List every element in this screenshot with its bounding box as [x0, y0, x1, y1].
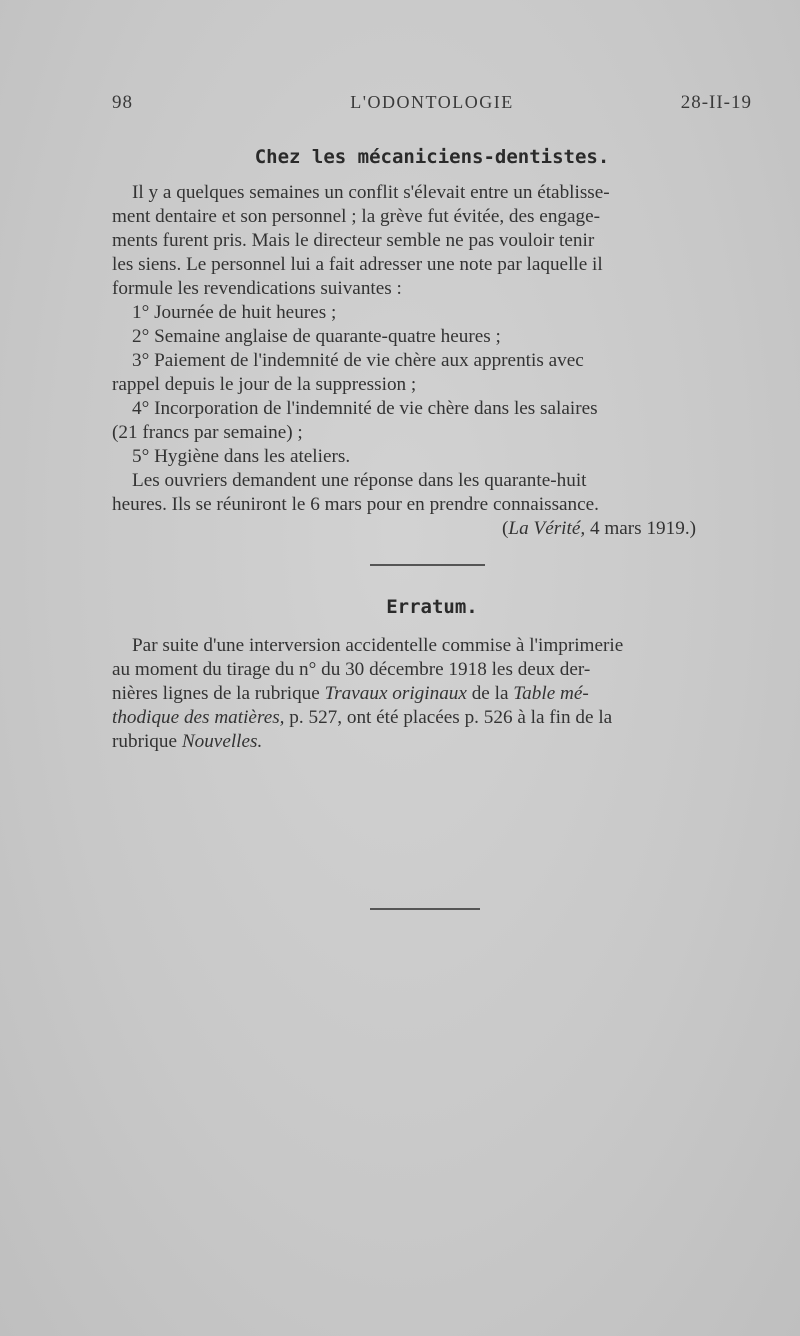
- text-run: p. 527, ont été placées p. 526 à la fin de la: [284, 707, 613, 728]
- body-line: [112, 706, 754, 730]
- body-line: rappel depuis le jour de la suppression ;: [112, 374, 417, 395]
- demand-item: 1° Journée de huit heures ;: [132, 302, 337, 323]
- body-line: ments furent pris. Mais le directeur semble ne pas vouloir tenir: [112, 230, 595, 251]
- body-line: [112, 682, 754, 706]
- text-run: de la: [466, 683, 514, 704]
- citation-date: 4 mars 1919.): [585, 518, 696, 539]
- body-line: Il y a quelques semaines un conflit s'élevait entre un établisse-: [132, 182, 610, 203]
- page-number: 98: [112, 92, 133, 113]
- italic-run: Nouvelles.: [181, 731, 263, 752]
- section-divider: [370, 564, 485, 566]
- text-run: nières lignes de la rubrique: [112, 683, 325, 704]
- running-head: [112, 92, 752, 118]
- body-line: (21 francs par semaine) ;: [112, 422, 303, 443]
- body-line: [112, 730, 754, 754]
- body-line: ment dentaire et son personnel ; la grève fut évitée, des engage-: [112, 206, 601, 227]
- journal-title: L'ODONTOLOGIE: [350, 92, 514, 112]
- source-citation: [112, 517, 754, 541]
- demand-item: 5° Hygiène dans les ateliers.: [132, 446, 351, 467]
- body-line: heures. Ils se réuniront le 6 mars pour en prendre connaissance.: [112, 494, 599, 515]
- body-line: les siens. Le personnel lui a fait adresser une note par laquelle il: [112, 254, 603, 275]
- citation-open: (: [502, 518, 509, 539]
- demand-item: 4° Incorporation de l'indemnité de vie chère dans les salaires: [132, 398, 598, 419]
- demand-item: 2° Semaine anglaise de quarante-quatre heures ;: [132, 326, 501, 347]
- end-divider: [370, 908, 480, 910]
- text-run: rubrique: [112, 731, 182, 752]
- body-line: au moment du tirage du n° du 30 décembre 1918 les deux der-: [112, 659, 591, 680]
- italic-run: Table mé-: [513, 683, 589, 704]
- article-title-mecaniciens: Chez les mécaniciens-dentistes.: [254, 146, 610, 168]
- body-line: Par suite d'une interversion accidentelle commise à l'imprimerie: [132, 635, 624, 656]
- body-line: formule les revendications suivantes :: [112, 278, 402, 299]
- italic-run: thodique des matières,: [112, 707, 285, 728]
- issue-date: 28-II-19: [680, 92, 752, 113]
- demand-item: 3° Paiement de l'indemnité de vie chère aux apprentis avec: [132, 350, 584, 371]
- italic-run: Travaux originaux: [324, 683, 467, 704]
- article-body-erratum: [112, 634, 754, 754]
- body-line: Les ouvriers demandent une réponse dans les quarante-huit: [132, 470, 587, 491]
- article-title-erratum: Erratum.: [386, 596, 478, 618]
- article-body-mecaniciens: [112, 181, 754, 541]
- citation-source-title: La Vérité,: [508, 518, 586, 539]
